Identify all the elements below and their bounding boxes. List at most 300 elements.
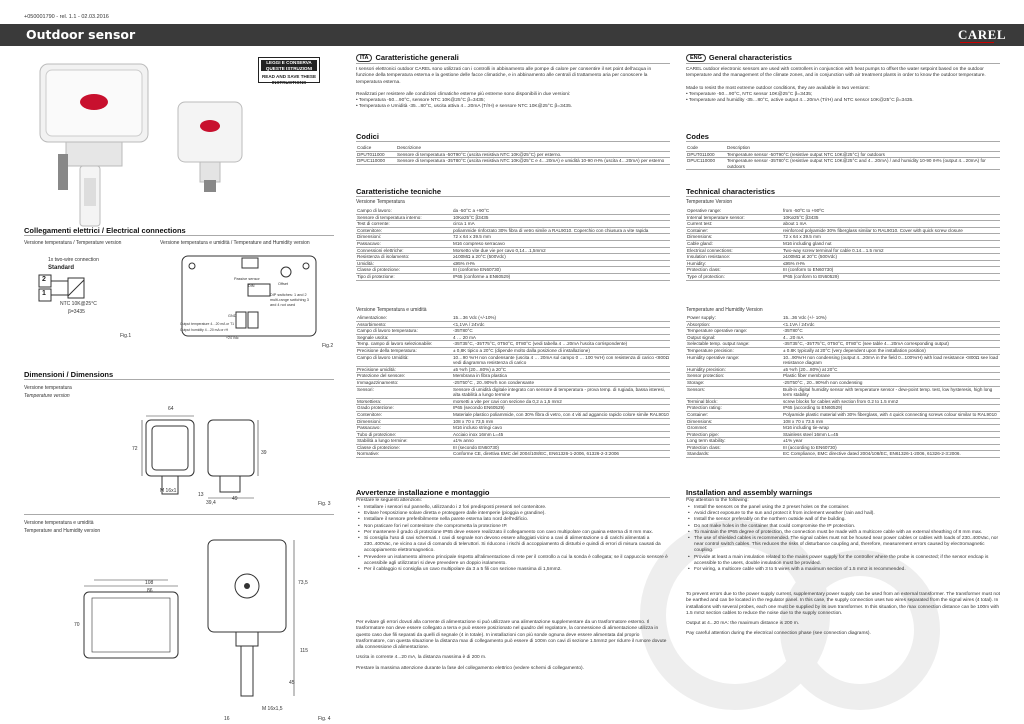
list-item: • Install the sensor preferably on the northern outside wall of the building.	[694, 517, 1000, 523]
figure-2-label: Fig.2	[322, 343, 334, 349]
table-row	[356, 221, 670, 228]
ita-general-p2: Realizzati per resistere alle condizioni climatiche esterne più estreme sono disponibili in due versioni:	[356, 91, 571, 97]
table-row	[356, 151, 670, 158]
dim-39: 39	[261, 450, 267, 456]
output-temp-label: Output temperature 4…20 mA or T1	[180, 322, 235, 326]
table-cell: -35T80°C	[782, 328, 1000, 335]
ntc-spec-line1: NTC 10K@25°C	[60, 301, 97, 307]
table-cell: Morsettiera:	[356, 398, 452, 405]
table-row	[686, 227, 1000, 234]
ita-install-title: Avvertenze installazione e montaggio	[356, 488, 490, 497]
title-bar	[0, 24, 1024, 46]
list-item: • Installare i sensori sul pannello, utilizzando i 2 fori predisposti presenti nel contenitore.	[364, 505, 670, 511]
table-cell: Plastic fiber membrane	[782, 373, 1000, 380]
table-cell: ±5 %rh (20…80%) a 20°C	[452, 366, 670, 373]
table-cell: DPUC110000	[686, 158, 726, 170]
warning-box-ita: LEGGI E CONSERVA QUESTE ISTRUZIONI	[261, 60, 317, 71]
dim-64: 64	[168, 406, 174, 412]
table-cell: Insulation resistance:	[686, 254, 782, 261]
standard-label: Standard	[48, 265, 75, 271]
table-row	[686, 260, 1000, 267]
table-row	[356, 254, 670, 261]
table-cell: Stabilità a lungo termine:	[356, 438, 452, 445]
table-row	[356, 247, 670, 254]
table-cell: Materiale plastico poliammide, con 30% fibra di vetro, con 4 viti ad aggancio rapido colore simile RAL9010	[453, 411, 669, 417]
table-cell: 10Kø25°C β3435	[452, 214, 670, 221]
ita-tech-sub2: Versione Temperatura e umidità	[356, 307, 427, 313]
table-row	[356, 451, 670, 458]
table-cell: ≥100MΩ at 20°C (500Vdc)	[782, 254, 1000, 261]
list-item: • The use of shielded cables is recommended. The signal cables must not be housed near power cables or cables with loads of 230..400Vac, nor near control switch cables. This reduces the risks of disturbance coupling and, therefore, measurement errors caused by electromagnetic coupling.	[694, 536, 1000, 555]
eng-general-title-text: General characteristics	[708, 53, 792, 62]
table-cell: IP65 (conform to EN60529)	[782, 273, 1000, 280]
table-row	[686, 240, 1000, 247]
table-cell: circa 1 mA	[452, 221, 670, 228]
dim-temp-version-ita: Versione temperatura	[24, 385, 72, 391]
table-row	[686, 425, 1000, 432]
table-cell: Campo di lavoro Umidità:	[356, 354, 452, 366]
ita-general-divider	[356, 63, 670, 64]
table-cell: Acciaio inox 16mm L=45	[452, 431, 670, 438]
table-cell: Descrizione	[396, 145, 670, 151]
dim-m16: M 16x1	[160, 488, 177, 494]
list-item: • Do not make holes in the container that could compromise the IP protection.	[694, 524, 1000, 530]
dim-45: 45	[289, 680, 295, 686]
eng-install-p1: To prevent errors due to the power supply current, supplementary power supply can be used from an external transformer. The transformer must not be earthed and can be located in the regulator panel. In this case, the supply connection uses two wires separated from the signal wires (4 total). In installations with several probes, each one must be supplied by its own transformer. In this situation, the max connection distance can be 100m with 1.5 mm2 section cables to reduce the noise due to the supply connection.	[686, 592, 1000, 616]
table-cell: Long term stability:	[686, 438, 782, 445]
table-cell: ± 0.8K typically at 20°C (very dependent upon the installation position)	[782, 347, 1000, 354]
table-cell: Internal temperature sensor:	[686, 214, 782, 221]
table-row	[356, 366, 670, 373]
table-row	[686, 411, 1000, 418]
table-row	[356, 334, 670, 341]
ita-general-text	[356, 67, 670, 111]
table-cell: 72 x 64 x 39.5 mm	[452, 234, 670, 241]
table-cell: M16 incluso stringi cavo	[452, 425, 670, 432]
dip-switch-description: DIP switches: 1 and 2 multi-range switching 3 and 4 not used	[270, 293, 309, 307]
table-cell: Classe di protezione:	[356, 267, 452, 274]
list-item: • Non praticare fori nel contenitore che comprometta la protezione IP.	[364, 524, 670, 530]
dimensions-divider	[24, 379, 334, 380]
table-row	[686, 221, 1000, 228]
table-cell: screw blocks for cables with section from 0.2 to 1.5 mm2	[782, 398, 1000, 405]
dimension-drawing-temp-hum	[80, 534, 310, 704]
table-cell: 108 x 70 x 73,5 mm	[452, 418, 670, 425]
table-cell: Campo di lavoro temperatura:	[356, 328, 452, 335]
list-item: • Per mantenere il grado di protezione IP65 deve essere realizzato il collegamento con cavo multipolare con guaina esterna di 8 mm max.	[364, 530, 670, 536]
table-row	[686, 431, 1000, 438]
table-row	[686, 366, 1000, 373]
table-row	[686, 334, 1000, 341]
dim-temp-version-eng: Temperature version	[24, 393, 70, 399]
eng-general-text	[686, 67, 1000, 104]
dim-108: 108	[145, 580, 154, 586]
table-cell: Grado protezione:	[356, 405, 452, 412]
supply-label: +24 Vdc	[226, 336, 239, 340]
table-cell: Dimensioni:	[356, 234, 452, 241]
table-cell: Selectable temp. output range:	[686, 341, 782, 348]
table-cell: Dimensioni:	[356, 418, 452, 425]
dim-73-5: 73,5	[298, 580, 308, 586]
ita-general-title-text: Caratteristiche generali	[375, 53, 459, 62]
gnd-label: GND	[228, 314, 237, 318]
table-row	[686, 321, 1000, 328]
table-row	[356, 373, 670, 380]
dim-16: 16	[224, 716, 230, 722]
table-cell: Sensore di temperatura -50T90°C (uscita resistiva NTC 10K@25°C) per esterno.	[396, 151, 670, 158]
table-cell: Campo di lavoro:	[356, 208, 452, 214]
dim-13: 13	[198, 492, 204, 498]
table-row	[686, 267, 1000, 274]
table-row	[356, 398, 670, 405]
doc-reference: +050001790 - rel. 1.1 - 02.03.2016	[24, 14, 109, 20]
table-row	[356, 321, 670, 328]
table-cell: Temp. campo di lavoro selezionabile:	[356, 341, 452, 348]
list-item: • Prevedere un isolamento almeno principale rispetto all'alimentazione di rete per il controllo a cui la sonda è collegata; se il cappuccio sensore è accessibile agli utilizzatori si deve prevedere un doppio isolamento.	[364, 555, 670, 567]
table-cell: from -50ºC to +90ºC	[782, 208, 1000, 214]
table-row	[356, 418, 670, 425]
table-row	[686, 247, 1000, 254]
table-cell: Tipo di protezione:	[356, 273, 452, 280]
table-cell: Code	[686, 145, 726, 151]
logo-underline	[960, 42, 994, 43]
eng-badge: ENG	[686, 54, 706, 62]
table-cell: -25T50°C , 20..90%rh non condensante	[452, 379, 670, 386]
table-cell: morsetti a vite per cavi con sezione da 0,2 a 1,5 mm2	[452, 398, 670, 405]
table-cell: Protection class:	[686, 444, 782, 451]
ita-install-intro: Prestare le seguenti attenzioni:	[356, 498, 422, 503]
table-row	[356, 234, 670, 241]
table-cell: ±1% anno	[452, 438, 670, 445]
table-cell: IP65 (according to EN60529)	[782, 405, 1000, 412]
read-instructions-box	[258, 57, 320, 83]
passive-sensor-label: Passive sensor	[234, 277, 260, 281]
list-item: • Per il cablaggio si consiglia un cavo multipolare da 3 a 5 fili con sezione massima di 1,5mm2.	[364, 567, 670, 573]
eng-general-title	[686, 53, 792, 62]
table-cell: 15...36 Vdc (+/- 10%)	[782, 315, 1000, 321]
product-photo-small	[172, 96, 252, 196]
table-cell: Contenitore:	[356, 411, 452, 418]
table-cell: IP65 (conforme a EN60529)	[452, 273, 670, 280]
table-cell: Built-in digital humidity sensor with temperature sensor - dew-point temp. test, low hysteresis, high long term stability	[782, 386, 1000, 398]
dim-th-version-ita: Versione temperatura e umidità	[24, 520, 94, 526]
output-hum-label: Output humidity 4…20 mA or rH	[180, 328, 229, 332]
table-row	[356, 158, 670, 165]
table-row	[686, 328, 1000, 335]
dim-72: 72	[132, 446, 138, 452]
table-cell: Contenitore:	[356, 227, 452, 234]
table-cell: Grommet:	[686, 425, 782, 432]
table-cell: EC Compliance, EMC directive dated 2004/108/EC, EN61326-1-2006, 61326-2-3:2006.	[782, 451, 1000, 458]
ita-general-title	[356, 53, 459, 62]
table-row	[686, 341, 1000, 348]
table-cell: Storage:	[686, 379, 782, 386]
table-cell: 4 … 20 mA	[452, 334, 670, 341]
dim-m16-1-5: M 16x1,5	[262, 706, 283, 712]
table-cell: Membrana in fibra plastica	[452, 373, 670, 380]
table-cell: Sensore di umidità digitale integrato con sensore di temperatura - prova temp. di rugiada, bassa isteresi, alta stabilità a lungo termine	[452, 386, 670, 398]
table-cell: -25T50°C , 20...90%rh non condensing	[782, 379, 1000, 386]
table-row	[356, 260, 670, 267]
table-cell: 10...90%rH non condensing (output 4...20mA in the field 0...100%rH) with load resistance <800Ω see load resistance diagram	[783, 354, 999, 366]
terminal-block-diagram	[38, 274, 108, 304]
ita-general-p4: • Temperatura e Umidità -35…80°C, uscita attiva 4…20mA (T/rH) e sensore NTC 10K@25°C β=3435.	[356, 104, 573, 110]
eng-install-text	[686, 592, 1000, 638]
table-cell: 10Kø25°C β3435	[782, 214, 1000, 221]
ita-tech-table1	[356, 208, 670, 281]
table-cell: Conforme CE, direttiva EMC del 2004/108/EC, EN61326-1-2006, 61326-2-3:2006	[452, 451, 670, 458]
dip-switch-label: DIN	[248, 284, 255, 288]
dim-49: 49	[232, 496, 238, 502]
ita-install-p3: Prestare la massima attenzione durante la fase del collegamento elettrico (vedere schemi di collegamento).	[356, 665, 584, 671]
table-cell: Polyamide plastic material with 30% fiberglass, with 4 quick connecting screws colour similar to RAL9010	[782, 411, 1000, 418]
ita-badge: ITA	[356, 54, 372, 62]
table-cell: Description	[726, 145, 1000, 151]
table-cell: Absorption:	[686, 321, 782, 328]
table-row	[686, 418, 1000, 425]
eng-tech-divider	[686, 196, 1000, 197]
table-cell: -35T80°C	[452, 328, 670, 335]
table-cell: M16 compreso serracavo	[452, 240, 670, 247]
ntc-spec-line2: β=3435	[68, 309, 85, 315]
ita-general-p3: • Temperatura -50…90°C, sensore NTC 10K@25°C β=3435;	[356, 98, 485, 104]
table-row	[356, 240, 670, 247]
list-item: • To maintain the IP65 degree of protection, the connection must be made with a multicore cable with an external sheathing of 8 mm max.	[694, 530, 1000, 536]
table-cell: Container:	[686, 411, 782, 418]
eng-install-title: Installation and assembly warnings	[686, 488, 813, 497]
table-row	[356, 267, 670, 274]
fig3-divider	[24, 514, 334, 515]
table-cell: Sensore di temperatura interno:	[356, 214, 452, 221]
table-row	[356, 438, 670, 445]
table-row	[686, 373, 1000, 380]
table-cell: Output signal:	[686, 334, 782, 341]
table-row	[356, 431, 670, 438]
list-item: • Si consiglia l'uso di cavi schermati. I cavi di segnale non devono essere alloggiati vicino a cavi di alimentazione o di carichi alimentati a 230..400Vac, ne vicino a cavi di comando di teleruttori. Si riducono i rischi di accoppiamento di disturbi e quindi di errori di misura causati da accoppiamento elettromagnetico.	[364, 536, 670, 555]
page-title: Outdoor sensor	[26, 27, 136, 42]
table-row	[356, 379, 670, 386]
table-row	[356, 227, 670, 234]
ita-tech-divider	[356, 196, 670, 197]
ita-tech-title: Caratteristiche tecniche	[356, 187, 442, 196]
eng-tech-sub1: Temperature Version	[686, 199, 733, 205]
eng-general-p3: • Temperature -50…90°C, NTC sensor 10K@25°C β=3435;	[686, 91, 813, 97]
table-cell: Humidity:	[686, 260, 782, 267]
table-cell: Normative:	[356, 451, 452, 458]
table-cell: 4…20 mA	[782, 334, 1000, 341]
table-row	[686, 347, 1000, 354]
table-cell: ≤95% rH%	[452, 260, 670, 267]
table-cell: III (secondo EN60730)	[452, 444, 670, 451]
ita-general-p1: I sensori elettronici outdoor CAREL sono utilizzati con i controlli in abbinamento alle pompe di calore per consentire il set point dell'acqua in funzione della temperatura esterna e la gestione delle facce climatiche, e in abbinamento alle centrali di trattamento aria per conoscere la temperatura esterna.	[356, 67, 652, 85]
table-row	[356, 341, 670, 348]
table-cell: ± 0,8K tipico a 20°C (dipende molto dalla posizione di installazione)	[452, 347, 670, 354]
table-cell: Two-way screw terminal for cable 0.14…1.5 mm2	[782, 247, 1000, 254]
two-wire-label: 1x two-wire connection	[48, 257, 99, 263]
eng-tech-title: Technical characteristics	[686, 187, 776, 196]
table-cell: Alimentazione:	[356, 315, 452, 321]
table-cell: Temperature operative range:	[686, 328, 782, 335]
table-cell: 72 x 64 x 39.5 mm	[782, 234, 1000, 241]
eng-install-p2: Output at 4...20 mA: the maximum distance is 200 m.	[686, 621, 800, 627]
table-cell: Sensors:	[686, 386, 782, 398]
table-row	[686, 438, 1000, 445]
table-cell: 15…36 Vdc (+/-10%)	[452, 315, 670, 321]
figure-3-label: Fig. 3	[318, 501, 331, 507]
table-cell: Operative range:	[686, 208, 782, 214]
eng-tech-sub2: Temperature and Humidity Version	[686, 307, 763, 313]
table-cell: Passacavo:	[356, 240, 452, 247]
table-cell: Temperature sensor -35T80°C (resistive output NTC 10K@25°C and 4…20mA) / and humidity 10-90 rH% (output 4…20mA) for outdoors	[726, 158, 1000, 170]
table-cell: Humidity operative range:	[686, 354, 782, 366]
table-row	[686, 234, 1000, 241]
table-row	[686, 354, 1000, 366]
table-row	[356, 214, 670, 221]
table-cell: <1,1VA / 24Vdc	[452, 321, 670, 328]
table-cell: Electrical connections:	[686, 247, 782, 254]
table-cell: III (according to EN60730)	[782, 444, 1000, 451]
table-cell: M16 including tie-wrap	[782, 425, 1000, 432]
eng-general-p4: • Temperature and humidity -35…80°C, active output 4…20mA (T/rH) and NTC sensor 10K@25°C β=3435.	[686, 98, 914, 104]
table-cell: Classe di protezione:	[356, 444, 452, 451]
table-cell: ≥100MΩ a 20°C (500Vdc)	[452, 254, 670, 261]
list-item: • For wiring, a multicore cable with 3 to 5 wires with a maximum section of 1.5 mm2 is recommended.	[694, 567, 1000, 573]
eng-codes-title: Codes	[686, 132, 709, 141]
list-item: • Evitare l'esposizione solare diretta e proteggere dalle intemperie (pioggia e grandine).	[364, 511, 670, 517]
table-cell: III (conform to EN60730)	[782, 267, 1000, 274]
table-cell: Stainless steel 16mm L=45	[782, 431, 1000, 438]
table-row	[686, 151, 1000, 158]
table-row	[686, 451, 1000, 458]
ita-codes-title: Codici	[356, 132, 379, 141]
table-cell: Temperature precision:	[686, 347, 782, 354]
table-cell: DPUC110000	[356, 158, 396, 165]
table-cell: Sensori:	[356, 386, 452, 398]
table-cell: Dimensions:	[686, 418, 782, 425]
table-cell: da -50°C a +90°C	[452, 208, 670, 214]
table-cell: Sensor protection:	[686, 373, 782, 380]
table-cell: Protezione del sensore:	[356, 373, 452, 380]
table-row	[686, 405, 1000, 412]
table-cell: ≤95% rH%	[782, 260, 1000, 267]
terminal-1-label: 1	[42, 290, 46, 297]
product-photo-large	[36, 58, 156, 238]
dimensions-section-title: Dimensioni / Dimensions	[24, 370, 114, 379]
table-cell: 10…90 %rH non condensante (uscita 4 … 20mA sul campo 0 … 100 %rH) con resistenza di carico <800Ω vedi diagramma resistenza di carico	[453, 354, 670, 366]
ita-codes-table	[356, 145, 670, 165]
table-row	[356, 273, 670, 280]
table-cell: DPUT011000	[356, 151, 396, 158]
table-cell: Connessioni elettriche:	[356, 247, 452, 254]
table-cell: Current test:	[686, 221, 782, 228]
table-cell: -35T35°C, -35T75°C, 0T50°C, 0T80°C (see table 4…20mA corresponding output)	[782, 341, 1000, 348]
table-row	[356, 425, 670, 432]
table-cell: about 1 mA	[782, 221, 1000, 228]
table-cell: Precisione della temperatura:	[356, 347, 452, 354]
table-cell: Humidity precision:	[686, 366, 782, 373]
table-row	[356, 328, 670, 335]
dim-86: 86	[147, 588, 153, 594]
table-cell: Type of protection:	[686, 273, 782, 280]
list-item: • Avoid direct exposure to the sun and protect it from inclement weather (rain and hail).	[694, 511, 1000, 517]
eng-install-p3: Pay careful attention during the electrical connection phase (see connection diagrams).	[686, 631, 871, 637]
table-row	[356, 354, 670, 366]
table-row	[686, 386, 1000, 398]
figure-1-label: Fig.1	[120, 333, 132, 339]
wiring-section-title: Collegamenti elettrici / Electrical connections	[24, 226, 186, 235]
table-cell: IP65 (secondo EN60529)	[452, 405, 670, 412]
table-row	[686, 254, 1000, 261]
dim-39-4: 39,4	[206, 500, 216, 506]
list-item: • Install the sensors on the panel using the 2 preset holes on the container.	[694, 505, 1000, 511]
table-cell: Terminal block:	[686, 398, 782, 405]
table-cell: Sensore di temperatura -35T80°C (uscita resistiva NTC 10K@25°C e 4…20mA) e umidità 10-90 rH% (uscita 4…20mA) per esterno	[396, 158, 670, 165]
table-row	[356, 405, 670, 412]
figure-4-label: Fig. 4	[318, 716, 331, 722]
dim-th-version-eng: Temperature and Humidity version	[24, 528, 101, 534]
table-cell: Tubo di protezione:	[356, 431, 452, 438]
table-cell: Test di corrente:	[356, 221, 452, 228]
eng-tech-table1	[686, 208, 1000, 281]
table-cell: M16 including gland nut	[782, 240, 1000, 247]
table-cell: Standards:	[686, 451, 782, 458]
table-cell: <1.1VA / 24Vdc	[782, 321, 1000, 328]
ita-install-text	[356, 620, 670, 672]
dim-70: 70	[74, 622, 80, 628]
wiring-th-version: Versione temperatura e umidità / Temperature and Humidity version	[160, 240, 310, 246]
warning-box-eng: READ AND SAVE THESE INSTRUCTIONS	[261, 74, 317, 85]
table-cell: reinforced polyamide 30% fiberglass similar to RAL9010. Cover with quick screw closure	[782, 227, 1000, 234]
table-cell: Cable gland:	[686, 240, 782, 247]
table-cell: ±1% year	[782, 438, 1000, 445]
eng-codes-divider	[686, 141, 1000, 142]
table-cell: Power supply:	[686, 315, 782, 321]
table-cell: Codice	[356, 145, 396, 151]
list-item: • Provide at least a main insulation related to the mains power supply for the controller where the probe is connected; if the sensor endcap is accessible to the users, double insulation must be provided.	[694, 555, 1000, 567]
wiring-divider	[24, 235, 334, 236]
table-row	[686, 444, 1000, 451]
eng-general-divider	[686, 63, 1000, 64]
table-row	[356, 386, 670, 398]
table-cell: Protection rating:	[686, 405, 782, 412]
table-row	[686, 379, 1000, 386]
table-cell: Passacavo:	[356, 425, 452, 432]
table-cell: Segnale uscita:	[356, 334, 452, 341]
table-cell: Immagazzinamento:	[356, 379, 452, 386]
table-cell: Dimensions:	[686, 234, 782, 241]
ita-install-p2: Uscita in corrente 4...20 mA, la distanza massima è di 200 m.	[356, 655, 487, 661]
eng-install-intro: Pay attention to the following:	[686, 498, 749, 503]
ita-codes-divider	[356, 141, 670, 142]
table-cell: Precisione umidità:	[356, 366, 452, 373]
table-row	[356, 444, 670, 451]
table-row	[686, 398, 1000, 405]
ita-tech-table2	[356, 315, 670, 458]
ita-install-list	[356, 505, 670, 573]
table-cell: DPUT011000	[686, 151, 726, 158]
eng-general-p1: CAREL outdoor electronic sensors are used with controllers in conjunction with heat pumps to offset the water setpoint based on the outdoor temperature and the management of the climate zones, and in conjunction with air treatment plants in order to know the outdoor temperature.	[686, 67, 986, 79]
ita-install-p1: Per evitare gli errori dovuti alla corrente di alimentazione si può utilizzare una alimentazione supplementare da un trasformatore esterno. Il trasformatore non deve essere collegato a terra e può essere posizionato nel quadro del regolatore, la connessione di alimentazione utilizza in questo caso due fili separati da quelli di segnale (4 in totale). In installazioni con più sonde ognuna deve essere alimentata dal proprio trasformatore, con questa situazione la distanza max di collegamento può essere di 100m con cavi di sezione 1.5mm2 per ridurre il rumore dovute alla connessione di alimentazione.	[356, 620, 667, 651]
table-cell: Protection pipe:	[686, 431, 782, 438]
table-cell: Resistenza di isolamento:	[356, 254, 452, 261]
table-cell: Morsetto vite due vie per cavo 0,14…1,5mm2	[452, 247, 670, 254]
eng-tech-table2	[686, 315, 1000, 458]
table-row	[686, 273, 1000, 280]
table-cell: Container:	[686, 227, 782, 234]
table-row	[686, 214, 1000, 221]
terminal-2-label: 2	[42, 276, 46, 283]
table-cell: Temperature sensor -50T90°C (resistive output NTC 10K@25°C) for outdoors	[726, 151, 1000, 158]
